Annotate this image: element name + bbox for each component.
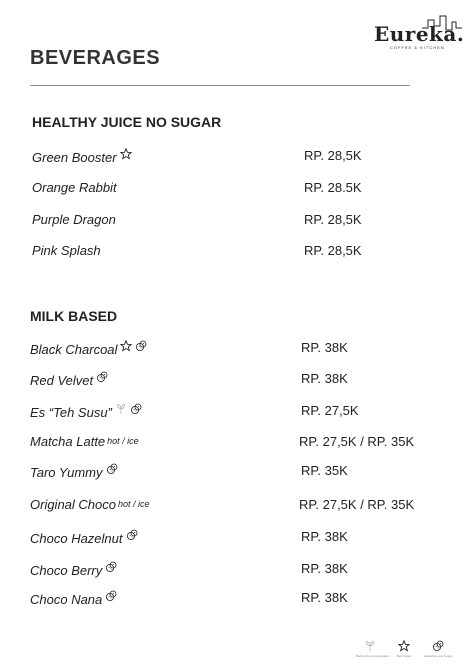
cookie-icon	[135, 340, 147, 352]
icon-legend	[356, 640, 456, 664]
legend-label: Available Less Sugar	[424, 654, 453, 658]
menu-item-price: RP. 27,5K	[301, 403, 359, 418]
legend-item	[424, 640, 452, 664]
menu-item-name: Green Booster	[32, 148, 132, 165]
menu-item	[0, 148, 474, 170]
menu-item-name: Matcha Latte hot / ice	[30, 434, 139, 449]
menu-item	[0, 434, 474, 456]
menu-item-price: RP. 27,5K / RP. 35K	[299, 497, 415, 512]
menu-item-name: Choco Berry	[30, 561, 117, 578]
menu-item	[0, 403, 474, 425]
section-heading: MILK BASED	[30, 308, 118, 324]
legend-label: Barista Recommendation	[356, 654, 390, 658]
legend-item	[356, 640, 390, 664]
brand-logo	[370, 14, 464, 50]
menu-item-price: RP. 28.5K	[304, 180, 362, 195]
menu-item-price: RP. 28,5K	[304, 243, 362, 258]
menu-item	[0, 180, 474, 202]
cookie-icon	[96, 371, 108, 383]
brand-name: Eureka.	[374, 22, 465, 46]
serving-note: hot / ice	[118, 499, 150, 509]
title-divider	[30, 85, 410, 86]
menu-item-name: Choco Nana	[30, 590, 117, 607]
star-icon	[120, 148, 132, 160]
menu-item	[0, 212, 474, 234]
page-title: BEVERAGES	[30, 47, 161, 69]
cookie-icon	[105, 590, 117, 602]
sprout-icon	[115, 403, 127, 415]
menu-item	[0, 561, 474, 583]
menu-item-price: RP. 27,5K / RP. 35K	[299, 434, 415, 449]
menu-item-name: Purple Dragon	[32, 212, 116, 227]
menu-item-name: Es “Teh Susu”	[30, 403, 142, 420]
menu-item-name: Taro Yummy	[30, 463, 118, 480]
menu-item	[0, 340, 474, 362]
menu-item-price: RP. 38K	[301, 371, 348, 386]
menu-item-price: RP. 38K	[301, 529, 348, 544]
menu-item	[0, 590, 474, 612]
menu-item-price: RP. 38K	[301, 340, 348, 355]
cookie-icon	[105, 561, 117, 573]
serving-note: hot / ice	[107, 436, 139, 446]
menu-item-name: Black Charcoal	[30, 340, 147, 357]
legend-label: Best Seller	[396, 654, 412, 658]
menu-item-price: RP. 28,5K	[304, 148, 362, 163]
menu-item	[0, 463, 474, 485]
cookie-icon	[130, 403, 142, 415]
brand-tagline: COFFEE & KITCHEN	[390, 45, 445, 50]
menu-item-name: Red Velvet	[30, 371, 108, 388]
menu-item-name: Choco Hazelnut	[30, 529, 138, 546]
menu-item-name: Orange Rabbit	[32, 180, 117, 195]
menu-item	[0, 243, 474, 265]
star-icon	[120, 340, 132, 352]
cookie-icon	[106, 463, 118, 475]
section-heading: HEALTHY JUICE NO SUGAR	[32, 114, 222, 130]
menu-item-name: Pink Splash	[32, 243, 101, 258]
menu-item-price: RP. 38K	[301, 590, 348, 605]
menu-item-price: RP. 28,5K	[304, 212, 362, 227]
cookie-icon	[126, 529, 138, 541]
menu-item	[0, 371, 474, 393]
menu-item-name: Original Choco hot / ice	[30, 497, 150, 512]
menu-item	[0, 529, 474, 551]
menu-item-price: RP. 35K	[301, 463, 348, 478]
menu-item	[0, 497, 474, 519]
menu-item-price: RP. 38K	[301, 561, 348, 576]
legend-item	[390, 640, 418, 664]
